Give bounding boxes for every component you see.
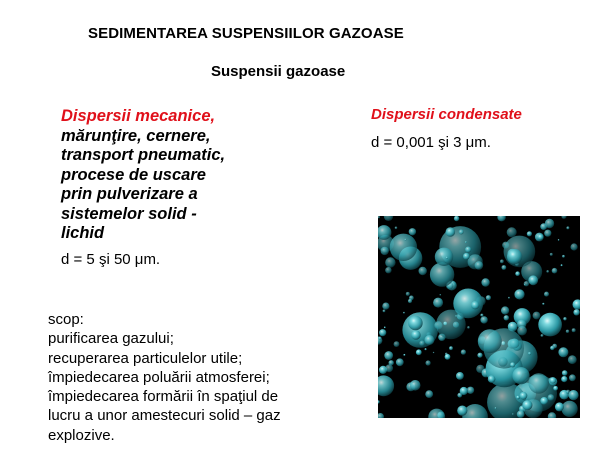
droplet [425,348,427,350]
droplet [436,310,466,340]
droplet [454,216,459,221]
mechanical-line: procese de uscare [61,165,206,184]
droplet [463,253,470,260]
droplet [517,410,525,418]
droplet [501,306,509,314]
droplet [512,367,529,384]
mechanical-dispersions-block [61,107,261,244]
droplet [514,289,524,299]
droplet [550,253,553,256]
droplet [516,396,520,400]
droplet [459,230,464,235]
droplet [410,380,421,391]
mechanical-line: sistemelor solid - [61,204,197,223]
droplet [533,312,541,320]
droplet [435,248,453,266]
droplet [456,372,464,380]
droplet [409,228,416,235]
droplet [385,257,395,267]
droplet [406,292,410,296]
droplet [507,227,517,237]
droplet [545,219,554,228]
droplet [515,271,520,276]
droplet [566,330,569,333]
droplet [478,329,502,353]
droplet [383,310,386,313]
droplet [419,267,427,275]
droplet [512,413,514,415]
droplet [449,346,453,350]
droplet [424,335,434,345]
droplet [550,346,554,350]
droplet [544,292,549,297]
droplet [394,341,400,347]
droplet [561,376,567,382]
scope-item: împiedecarea formării în spaţiul de [48,388,279,406]
droplet [416,349,422,355]
droplet [480,316,487,323]
droplet [460,387,468,395]
scope-item: purificarea gazului; [48,330,174,348]
scope-item: lucru a unor amestecuri solid – gaz [48,407,281,425]
droplet [563,317,566,320]
droplet [384,327,386,329]
droplet [507,249,522,264]
droplet [430,262,454,286]
droplet [569,374,576,381]
droplet [544,230,551,237]
droplet [548,394,555,401]
droplet [381,247,389,255]
droplet [517,326,527,336]
droplet [404,239,406,241]
droplet [411,330,421,340]
droplet [390,234,417,261]
droplet [510,362,515,367]
droplet [522,400,532,410]
droplet [520,392,528,400]
droplet [403,354,405,356]
droplet [566,226,569,229]
droplet [467,387,474,394]
slide-subtitle: Suspensii gazoase [211,63,346,80]
droplet [562,401,578,417]
scope-item: împiedecarea poluării atmosferei; [48,368,270,386]
droplet [508,297,510,299]
droplet [571,243,578,250]
droplet [500,260,504,264]
droplet [379,329,386,336]
droplet [385,267,391,273]
droplet [433,298,443,308]
droplet [419,341,425,347]
mechanical-line: lichid [61,224,105,242]
droplet [568,390,578,400]
droplet [481,278,489,286]
droplet [562,370,568,376]
droplet [553,386,558,391]
condensed-dispersions-heading: Dispersii condensate [371,106,522,123]
droplet [385,364,393,372]
droplet [504,315,509,320]
droplet [552,268,558,274]
droplet [528,275,538,285]
droplet [461,350,466,355]
droplet [384,351,393,360]
droplet [425,390,433,398]
mechanical-dispersions-heading: Dispersii mecanice, [61,107,216,125]
droplet [542,303,544,305]
scope-label: scop: [48,311,84,328]
droplet [477,353,482,358]
droplet [538,313,562,337]
droplet [446,257,448,259]
mechanical-size-range: d = 5 şi 50 μm. [61,251,161,268]
condensed-size-range: d = 0,001 şi 3 μm. [371,134,491,151]
slide-title: SEDIMENTAREA SUSPENSIILOR GAZOASE [88,25,404,42]
droplet [502,265,507,270]
droplet [426,360,431,365]
droplet [524,284,526,286]
droplet [382,303,389,310]
droplet [467,326,470,329]
scope-item: recuperarea particulelor utile; [48,349,243,367]
droplet [488,375,496,383]
droplet [495,407,497,409]
droplet [408,299,412,303]
droplet [408,316,423,331]
droplet [572,328,576,332]
scope-list [48,310,348,445]
droplet [541,334,544,337]
droplet [573,309,579,315]
droplet [395,227,398,230]
droplet [562,255,565,258]
mechanical-line: transport pneumatic, [61,146,226,164]
droplet [546,270,549,273]
mechanical-line: mărunţire, cernere, [61,126,211,145]
droplet [486,295,491,300]
droplet [540,397,548,405]
droplet [465,247,471,253]
droplet [457,406,467,416]
droplet [529,373,549,393]
droplet [403,312,405,314]
droplets-svg [378,216,580,418]
droplet [471,301,479,309]
droplet-particles-image [378,216,580,418]
mechanical-line: prin pulverizare a [61,185,198,203]
droplet [537,234,543,240]
droplet [558,239,560,241]
droplet [527,231,532,236]
droplet [433,352,435,354]
droplet [568,355,577,364]
droplet [561,264,563,266]
droplet [446,227,456,237]
droplet [465,241,467,243]
droplet [558,347,568,357]
droplet [550,377,557,384]
droplet [528,352,531,355]
droplet [440,294,442,296]
droplet [475,261,484,270]
droplet [480,314,483,317]
droplet [396,358,404,366]
scope-item: explozive. [48,426,115,444]
droplet [555,402,564,411]
droplet [524,281,529,286]
droplet [445,354,451,360]
droplet [378,337,381,340]
